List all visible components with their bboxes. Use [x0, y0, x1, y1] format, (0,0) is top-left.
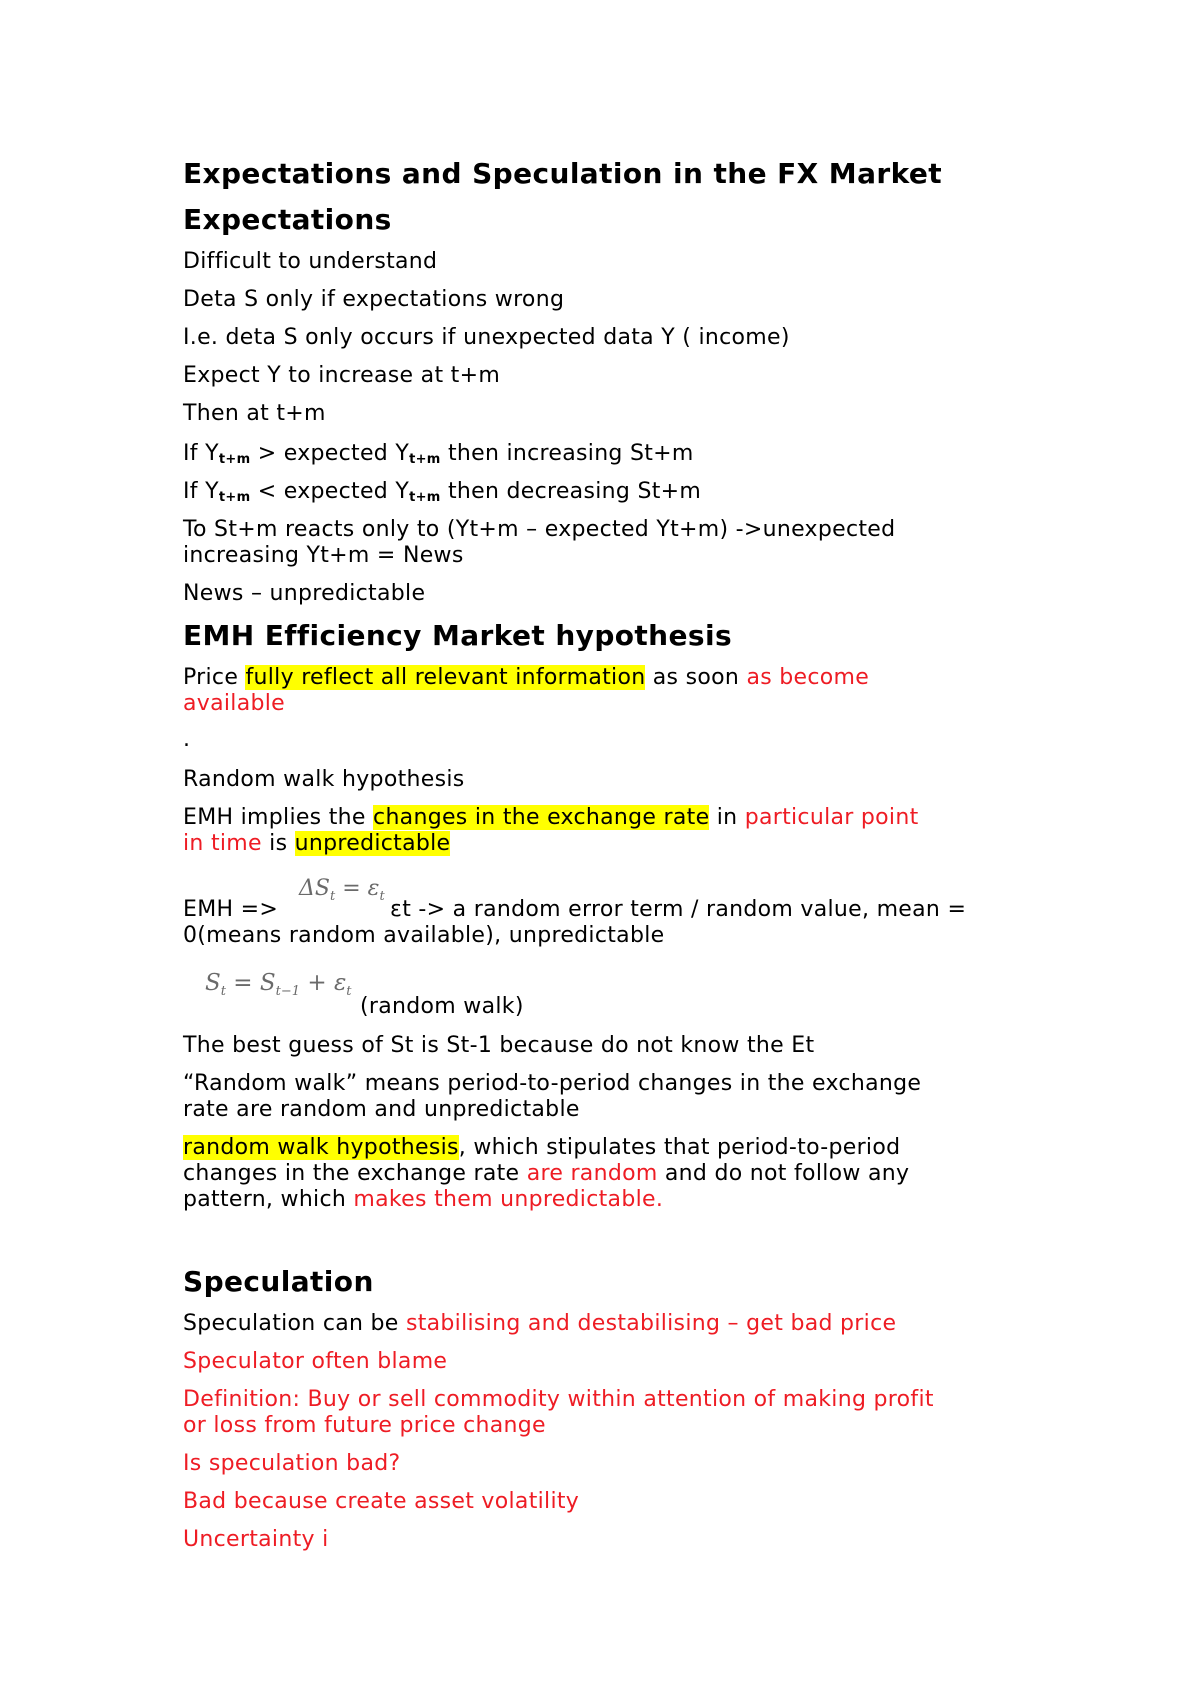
text-line: “Random walk” means period-to-period changes in the exchange	[183, 1071, 922, 1096]
heading-emh: EMH Efficiency Market hypothesis	[183, 619, 733, 652]
text-line: (random walk)	[360, 994, 524, 1019]
text-line: or loss from future price change	[183, 1413, 546, 1438]
text-line: rate are random and unpredictable	[183, 1097, 580, 1122]
rwh-line-2: changes in the exchange rate are random and do not follow any	[183, 1161, 910, 1186]
rwh-line-3: pattern, which makes them unpredictable.	[183, 1187, 664, 1212]
formula-delta-s: $\Delta S_t = \varepsilon_t$	[299, 876, 385, 904]
emh-implies-line: EMH implies the changes in the exchange rate in particular point	[183, 805, 919, 830]
if-increase-line: If $Y_{t+m}$ > expected $Y_{t+m}$ then increasing St+m	[183, 441, 694, 467]
text-line: Difficult to understand	[183, 249, 438, 274]
formula-random-walk: $S_t = S_{t-1} + \varepsilon_t$	[205, 970, 352, 999]
heading-speculation: Speculation	[183, 1265, 374, 1298]
text-line: Random walk hypothesis	[183, 767, 465, 792]
text-line: .	[183, 727, 191, 752]
text-line: εt -> a random error term / random value, mean =	[390, 897, 967, 922]
text-line: increasing Yt+m = News	[183, 543, 464, 568]
emh-arrow-label: EMH =>	[183, 897, 279, 922]
text-line: available	[183, 691, 286, 716]
text-line: Uncertainty i	[183, 1527, 329, 1552]
text-line: Then at t+m	[183, 401, 326, 426]
text-line: Bad because create asset volatility	[183, 1489, 580, 1514]
heading-expectations: Expectations	[183, 203, 392, 236]
if-decrease-line: If $Y_{t+m}$ < expected $Y_{t+m}$ then decreasing St+m	[183, 479, 702, 505]
speculation-line: Speculation can be stabilising and destabilising – get bad price	[183, 1311, 897, 1336]
text-line: I.e. deta S only occurs if unexpected data Y ( income)	[183, 325, 790, 350]
text-line: Expect Y to increase at t+m	[183, 363, 501, 388]
text-line: The best guess of St is St-1 because do not know the Et	[183, 1033, 815, 1058]
text-line: News – unpredictable	[183, 581, 426, 606]
text-line: 0(means random available), unpredictable	[183, 923, 665, 948]
emh-implies-line-2: in time is unpredictable	[183, 831, 451, 856]
text-line: To St+m reacts only to (Yt+m – expected Yt+m) ->unexpected	[183, 517, 896, 542]
text-line: Deta S only if expectations wrong	[183, 287, 565, 312]
text-line: Speculator often blame	[183, 1349, 448, 1374]
text-line: Definition: Buy or sell commodity within attention of making profit	[183, 1387, 934, 1412]
price-line: Price fully reflect all relevant information as soon as become	[183, 665, 870, 690]
page-title: Expectations and Speculation in the FX Market	[183, 157, 943, 190]
text-line: Is speculation bad?	[183, 1451, 401, 1476]
rwh-line-1: random walk hypothesis, which stipulates that period-to-period	[183, 1135, 901, 1160]
